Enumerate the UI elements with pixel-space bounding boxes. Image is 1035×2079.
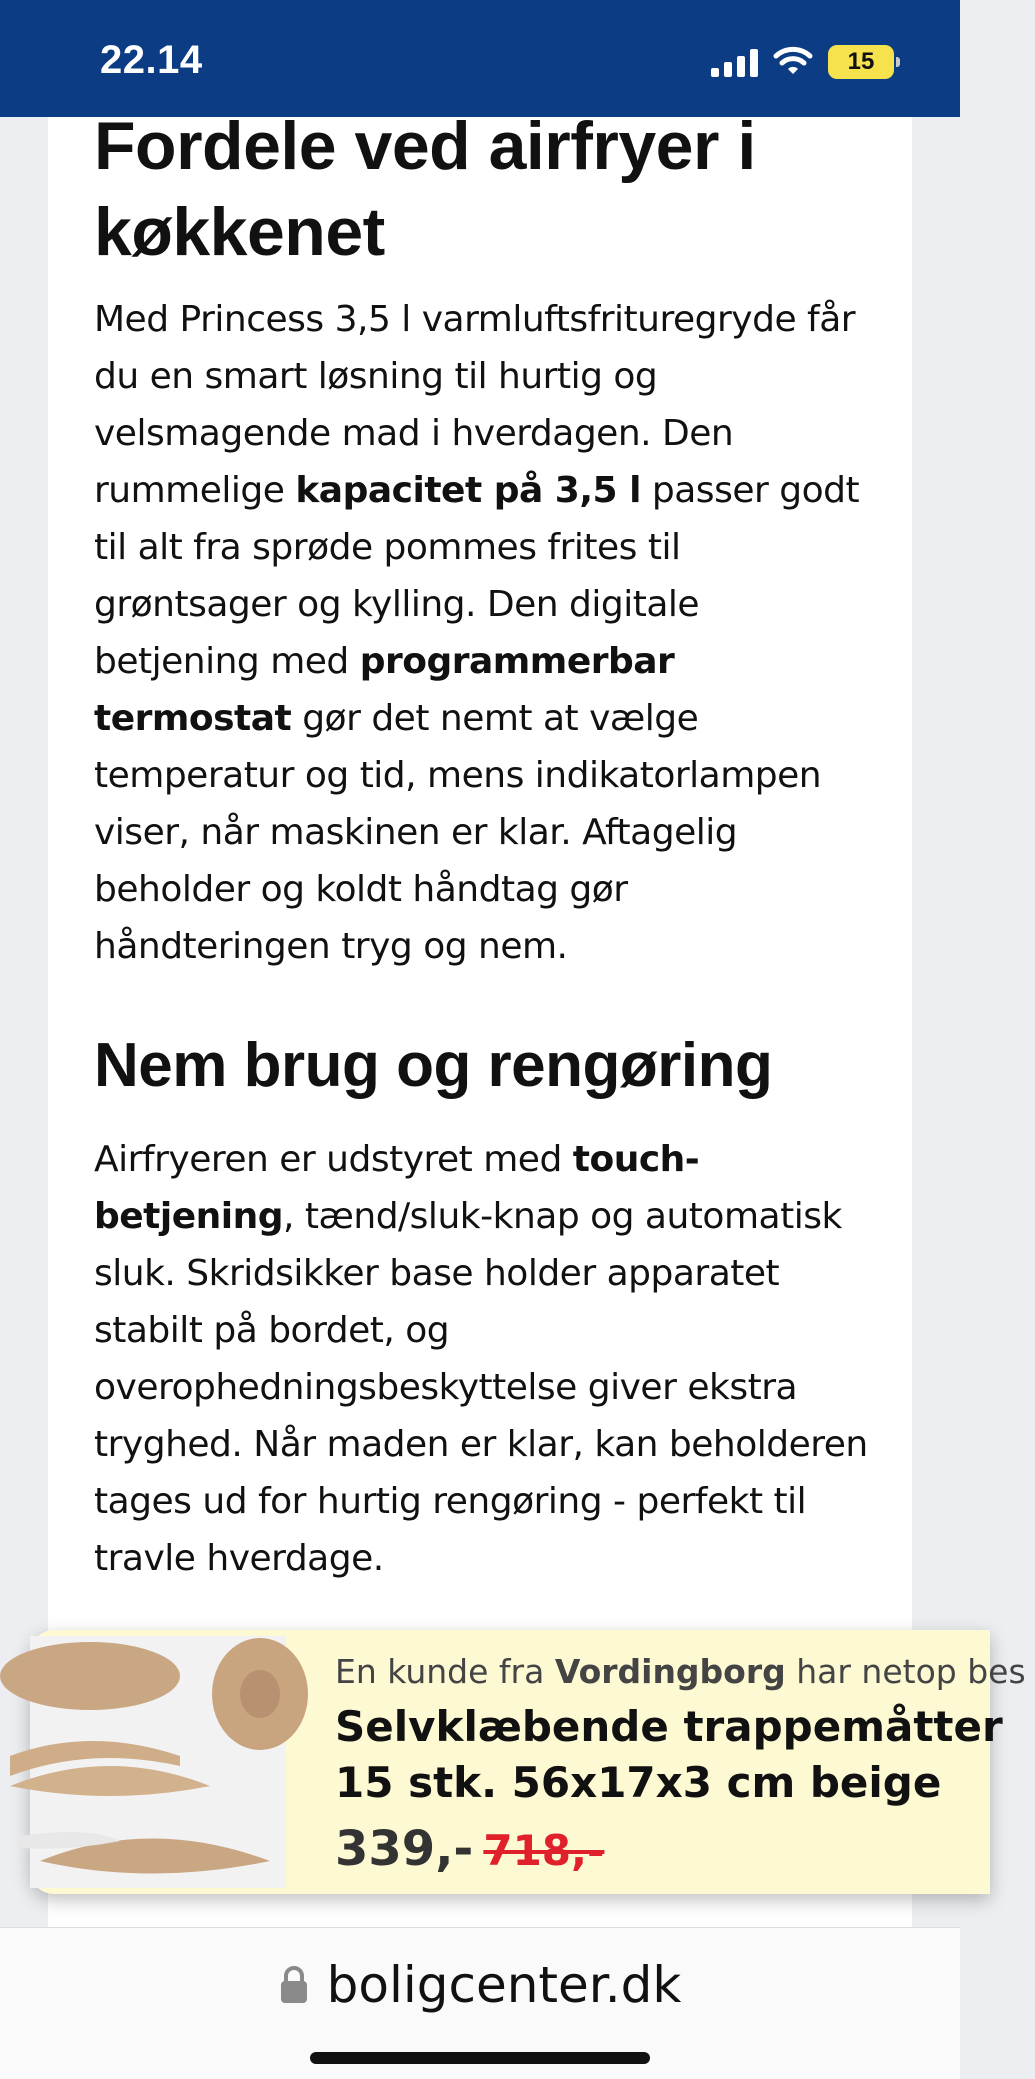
- bold-text: kapacitet på 3,5 l: [295, 470, 641, 511]
- lock-icon: [279, 1965, 309, 2005]
- current-price: 339,-: [335, 1821, 474, 1877]
- paragraph-easy-use: [94, 1131, 874, 1587]
- recent-purchase-toast[interactable]: [30, 1630, 1026, 1894]
- toast-product-title[interactable]: [335, 1699, 1035, 1811]
- status-icons: [711, 44, 894, 80]
- toast-product-line2: 15 stk. 56x17x3 cm beige: [335, 1758, 942, 1807]
- url-text[interactable]: boligcenter.dk: [326, 1956, 682, 2014]
- heading-easy-use: Nem brug og rengøring: [94, 1031, 773, 1100]
- text-segment: Airfryeren er udstyret med: [94, 1139, 573, 1180]
- battery-level: 15: [847, 48, 875, 75]
- browser-address-bar[interactable]: [0, 1927, 960, 2079]
- status-bar: [0, 0, 960, 117]
- bold-text: programmerbar termostat: [94, 641, 675, 739]
- toast-customer-line: [335, 1652, 1035, 1691]
- article-content: [94, 108, 874, 1587]
- wifi-icon: [774, 47, 812, 77]
- product-image: [30, 1636, 286, 1888]
- toast-product-line1: Selvklæbende trappemåtter: [335, 1702, 1003, 1751]
- text-segment: gør det nemt at vælge temperatur og tid, mens indikatorlampen viser, når maskinen er klar. Aftagelig beholder og koldt håndtag gør håndteringen tryg og nem.: [94, 698, 822, 967]
- toast-suffix: har netop bes: [785, 1652, 1026, 1691]
- text-segment: passer godt til alt fra sprøde pommes frites til grøntsager og kylling. Den digitale betjening med: [94, 470, 860, 682]
- bold-text: touch-betjening: [94, 1139, 700, 1237]
- toast-price: [335, 1821, 1035, 1877]
- status-time: 22.14: [100, 38, 203, 82]
- text-segment: Med Princess 3,5 l varmluftsfrituregryde får du en smart løsning til hurtig og velsmagende mad i hverdagen. Den rummelige: [94, 299, 856, 511]
- home-indicator[interactable]: [310, 2052, 650, 2064]
- text-segment: , tænd/sluk-knap og automatisk sluk. Skridsikker base holder apparatet stabilt på bordet, og overophedningsbeskyttelse giver ekstra tryghed. Når maden er klar, kan beholderen tages ud for hurtig rengøring - perfekt til travle hverdage.: [94, 1196, 868, 1579]
- old-price: 718,-: [483, 1826, 605, 1875]
- url-container[interactable]: [0, 1956, 960, 2014]
- toast-city: Vordingborg: [554, 1652, 786, 1691]
- signal-icon: [711, 47, 758, 77]
- paragraph-benefits: [94, 291, 874, 975]
- toast-prefix: En kunde fra: [335, 1652, 555, 1691]
- toast-text: [335, 1652, 1035, 1877]
- heading-airfryer-benefits: Fordele ved airfryer i køkkenet: [94, 108, 756, 270]
- battery-icon: [828, 45, 894, 79]
